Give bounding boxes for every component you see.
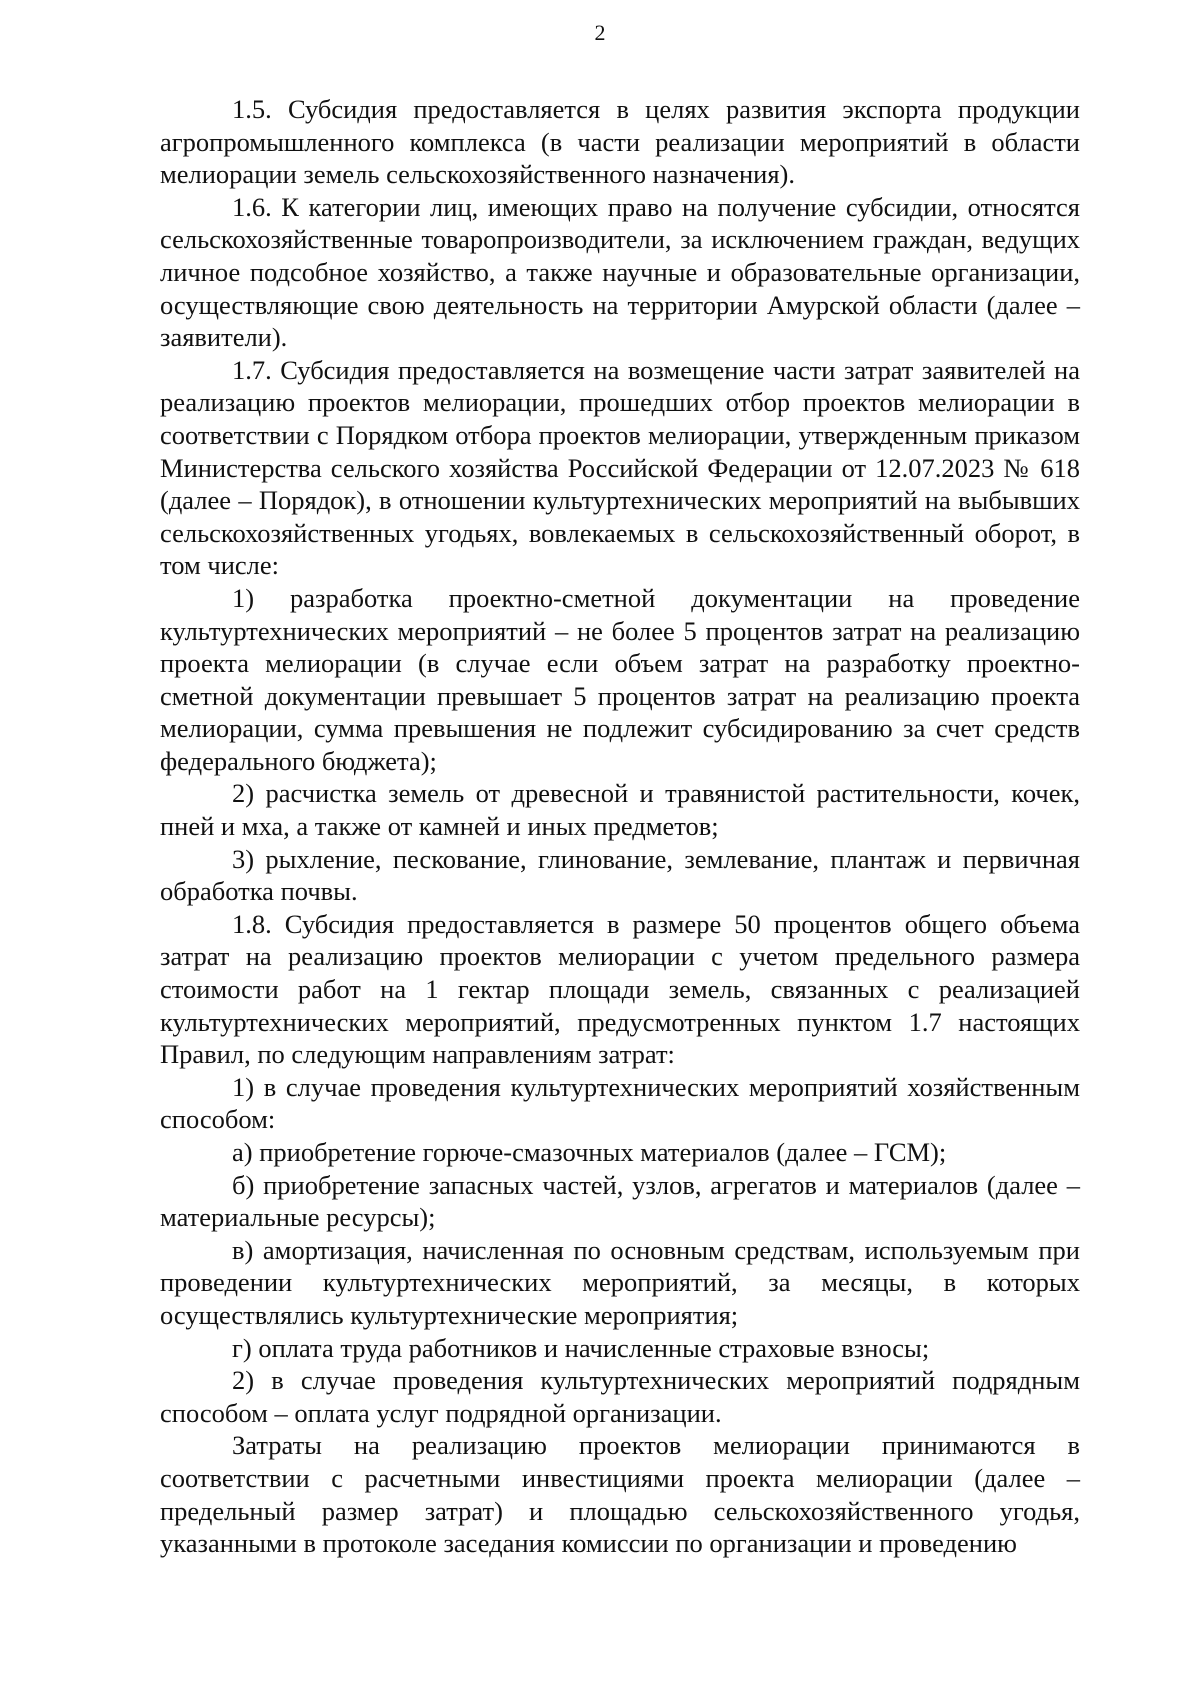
list-item-1-8-2: 2) в случае проведения культуртехнических мероприятий подрядным способом – оплата услуг подрядной организации. (160, 1365, 1080, 1428)
list-item-1-7-1: 1) разработка проектно-сметной документации на проведение культуртехнических мероприятий – не более 5 процентов затрат на реализацию проекта мелиорации (в случае если объем затрат на разработку проектно-сметной документации превышает 5 процентов затрат на реализацию проекта мелиорации, сумма превышения не подлежит субсидированию за счет средств федерального бюджета); (160, 582, 1080, 776)
list-item-1-8-1-b: б) приобретение запасных частей, узлов, агрегатов и материалов (далее – материальные ресурсы); (160, 1169, 1080, 1233)
list-item-1-8-1-g: г) оплата труда работников и начисленные страховые взносы; (232, 1332, 930, 1363)
paragraph-costs: Затраты на реализацию проектов мелиорации принимаются в соответствии с расчетными инвестициями проекта мелиорации (далее – предельный размер затрат) и площадью сельскохозяйственного угодья, указанными в протоколе заседания комиссии по организации и проведению (160, 1430, 1080, 1559)
list-item-1-8-1-a: а) приобретение горюче-смазочных материалов (далее – ГСМ); (232, 1137, 947, 1167)
page-number: 2 (594, 20, 606, 45)
list-item-1-7-2: 2) расчистка земель от древесной и травянистой растительности, кочек, пней и мха, а также от камней и иных предметов; (160, 778, 1080, 842)
paragraph-1-8: 1.8. Субсидия предоставляется в размере 50 процентов общего объема затрат на реализацию проектов мелиорации с учетом предельного размера стоимости работ на 1 гектар площади земель, связанных с реализацией культуртехнических мероприятий, предусмотренных пунктом 1.7 настоящих Правил, по следующим направлениям затрат: (160, 908, 1080, 1070)
paragraph-1-6: 1.6. К категории лиц, имеющих право на получение субсидии, относятся сельскохозяйственные товаропроизводители, за исключением граждан, ведущих личное подсобное хозяйство, а также научные и образовательные организации, осуществляющие свою деятельность на территории Амурской области (далее – заявители). (160, 191, 1080, 353)
list-item-1-8-1: 1) в случае проведения культуртехнических мероприятий хозяйственным способом: (160, 1071, 1080, 1135)
paragraph-1-5: 1.5. Субсидия предоставляется в целях развития экспорта продукции агропромышленного комплекса (в части реализации мероприятий в области мелиорации земель сельскохозяйственного назначения). (160, 94, 1080, 190)
list-item-1-8-1-v: в) амортизация, начисленная по основным средствам, используемым при проведении культуртехнических мероприятий, за месяцы, в которых осуществлялись культуртехнические мероприятия; (160, 1234, 1080, 1330)
paragraph-1-7: 1.7. Субсидия предоставляется на возмещение части затрат заявителей на реализацию проектов мелиорации, прошедших отбор проектов мелиорации в соответствии с Порядком отбора проектов мелиорации, утвержденным приказом Министерства сельского хозяйства Российской Федерации от 12.07.2023 № 618 (далее – Порядок), в отношении культуртехнических мероприятий на выбывших сельскохозяйственных угодьях, вовлекаемых в сельскохозяйственный оборот, в том числе: (160, 354, 1080, 581)
list-item-1-7-3: 3) рыхление, пескование, глинование, землевание, плантаж и первичная обработка почвы. (160, 843, 1080, 907)
document-body (160, 93, 1080, 1560)
